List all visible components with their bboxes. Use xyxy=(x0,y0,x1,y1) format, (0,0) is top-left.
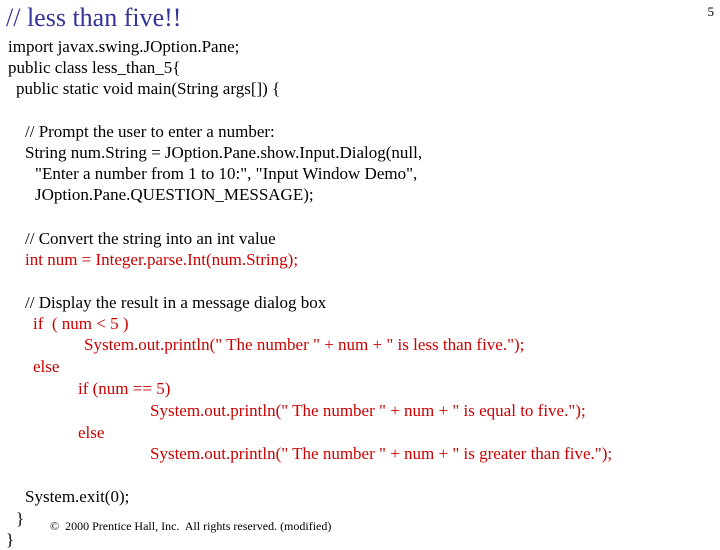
code-line-print-greater: System.out.println(" The number " + num + " is greater than five."); xyxy=(150,444,613,463)
code-line-if-less: if ( num < 5 ) xyxy=(33,314,129,333)
code-line-system-exit: System.exit(0); xyxy=(25,487,130,506)
code-line-else-inner: else xyxy=(78,423,105,442)
slide-title: // less than five!! xyxy=(6,3,182,32)
code-line-display-comment: // Display the result in a message dialog box xyxy=(25,293,327,312)
code-line-convert-comment: // Convert the string into an int value xyxy=(25,229,276,248)
code-line-prompt-comment: // Prompt the user to enter a number: xyxy=(25,122,275,141)
code-line-close-class: } xyxy=(6,530,15,549)
code-line-class-declaration: public class less_than_5{ xyxy=(8,58,181,77)
code-line-print-equal: System.out.println(" The number " + num + " is equal to five."); xyxy=(150,401,586,420)
code-line-else: else xyxy=(33,357,60,376)
code-line-close-main: } xyxy=(16,509,25,528)
code-line-parse-int: int num = Integer.parse.Int(num.String); xyxy=(25,250,299,269)
copyright-footer: © 2000 Prentice Hall, Inc. All rights reserved. (modified) xyxy=(50,519,332,533)
code-line-input-dialog-message: "Enter a number from 1 to 10:", "Input Window Demo", xyxy=(35,164,418,183)
code-line-if-equal: if (num == 5) xyxy=(78,379,171,398)
code-line-input-dialog-call: String num.String = JOption.Pane.show.Input.Dialog(null, xyxy=(25,143,423,162)
code-line-input-dialog-type: JOption.Pane.QUESTION_MESSAGE); xyxy=(35,185,314,204)
code-line-import: import javax.swing.JOption.Pane; xyxy=(8,37,240,56)
code-line-main-method: public static void main(String args[]) { xyxy=(16,79,281,98)
page-number: 5 xyxy=(707,4,714,19)
code-line-print-less: System.out.println(" The number " + num + " is less than five."); xyxy=(84,335,525,354)
